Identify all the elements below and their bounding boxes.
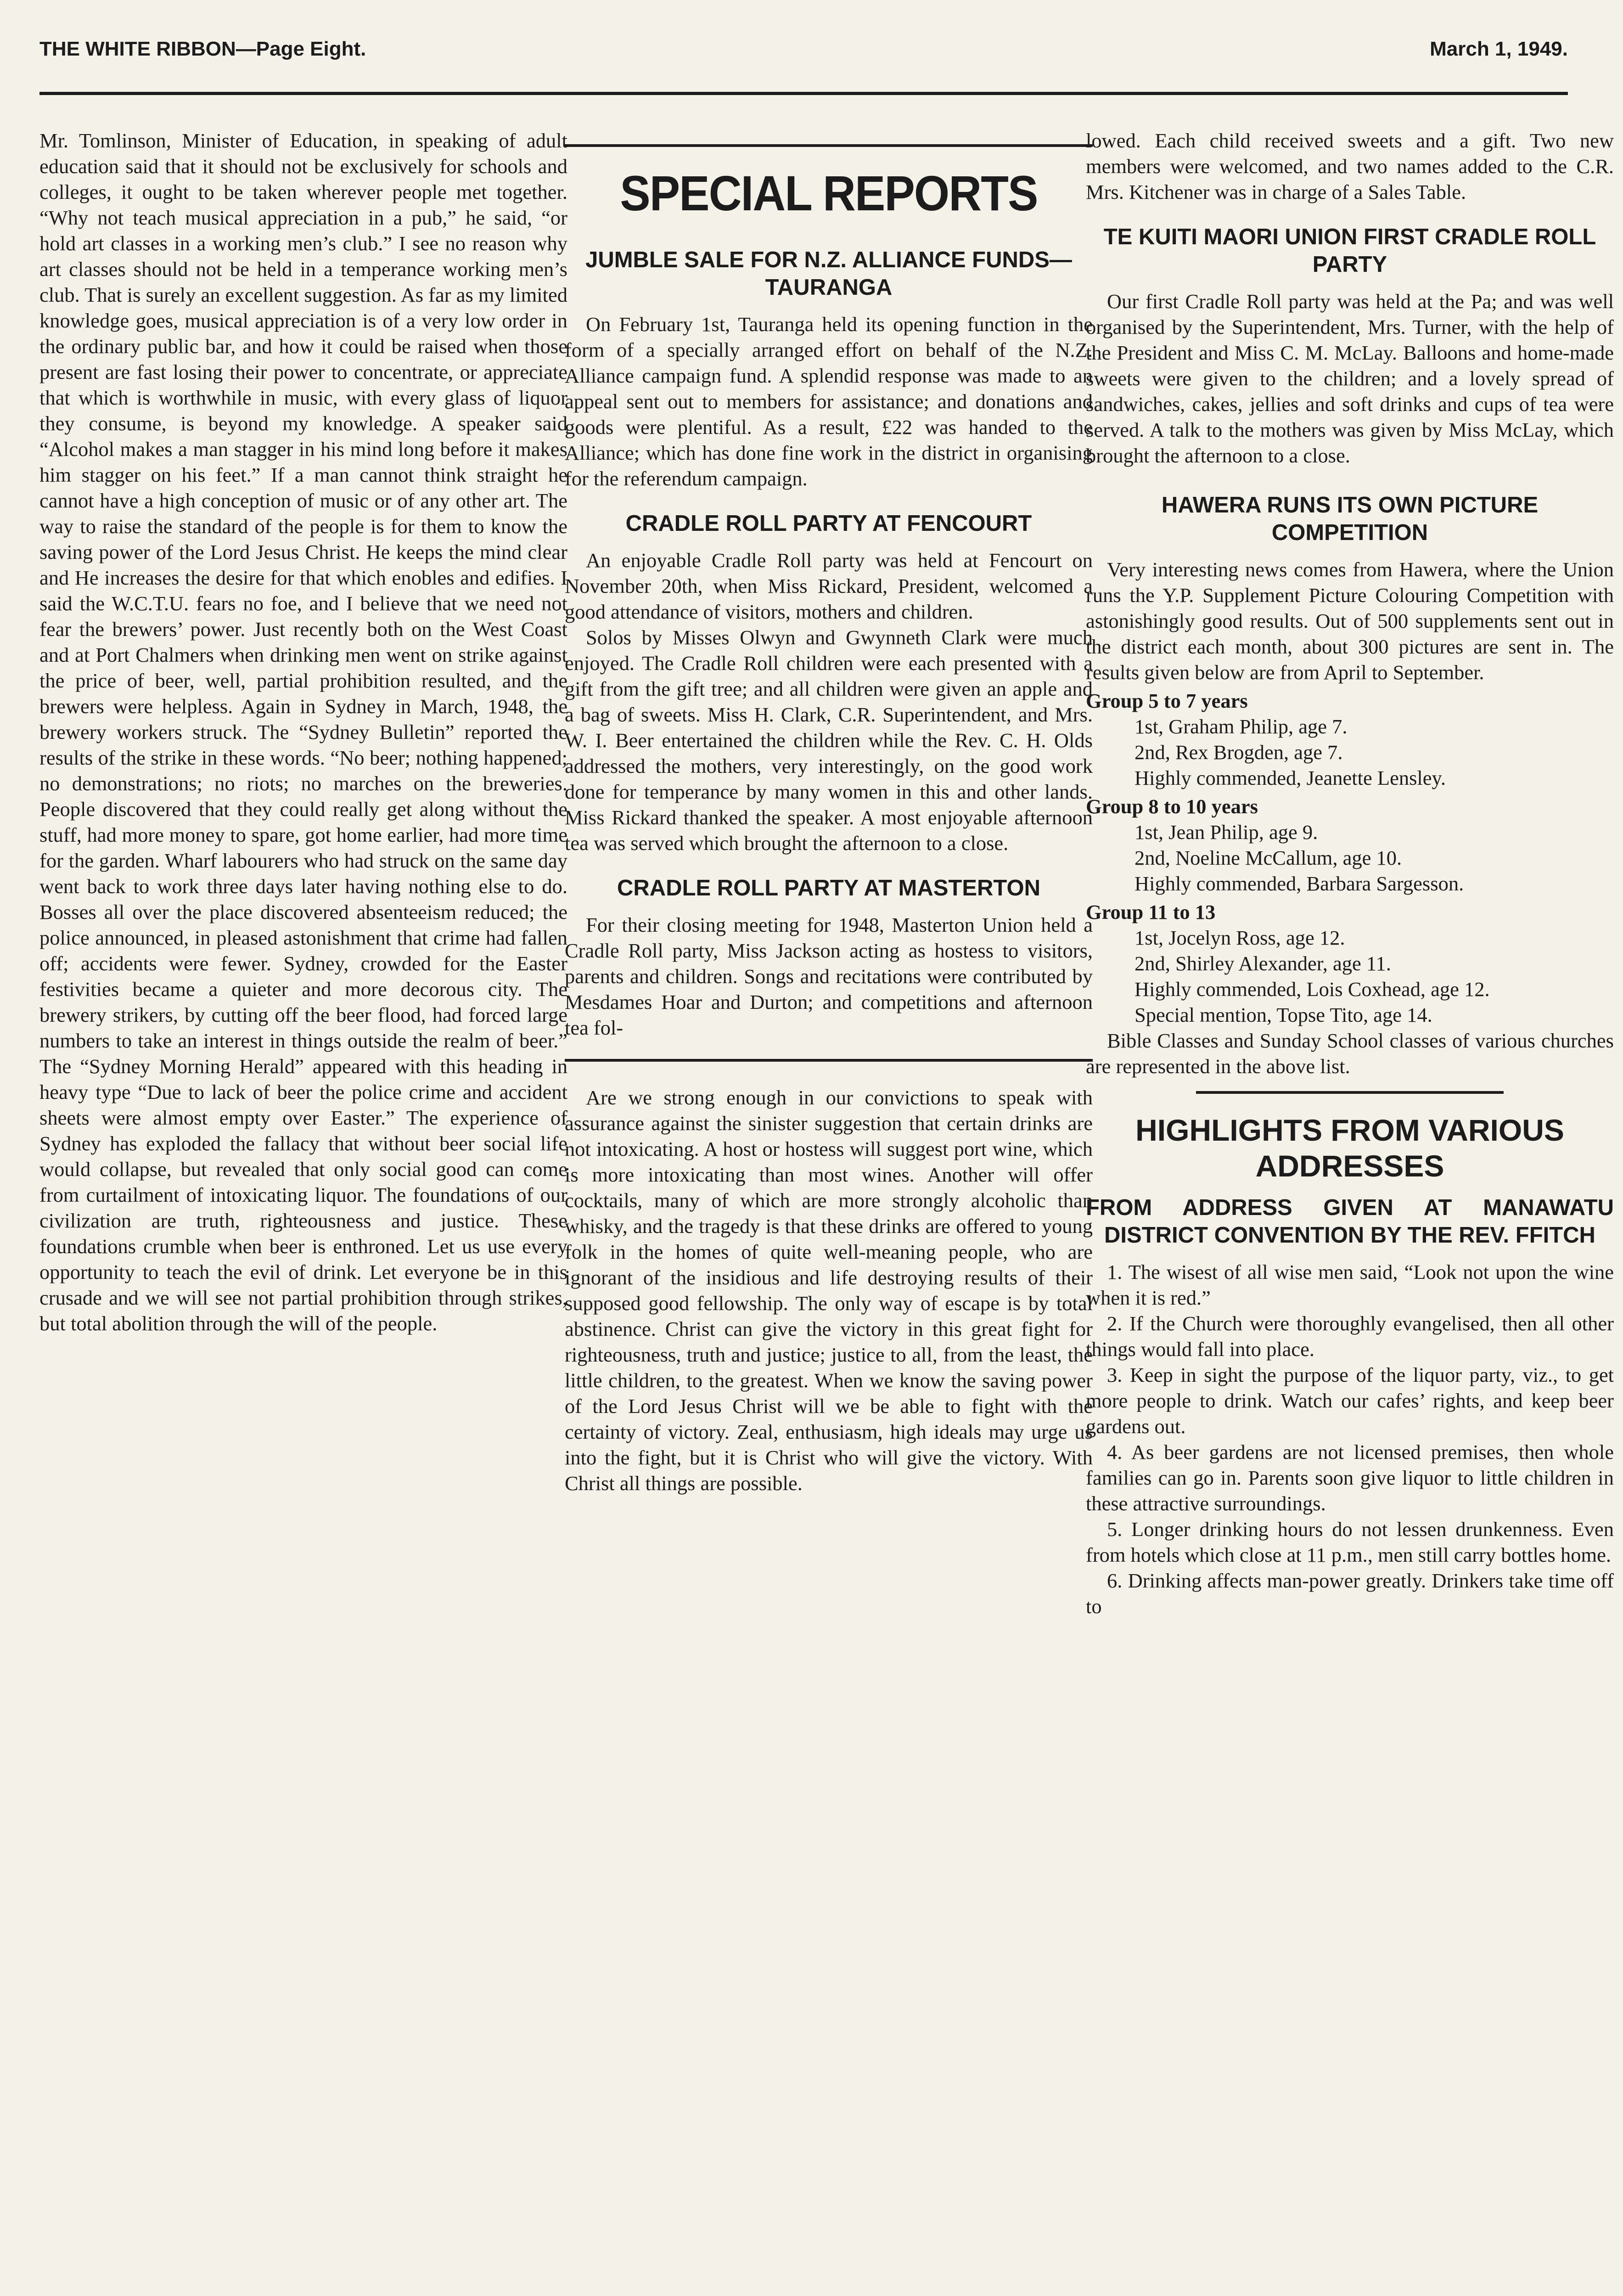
fencourt-heading: CRADLE ROLL PARTY AT FENCOURT: [625, 511, 1032, 536]
result-entry: 1st, Jean Philip, age 9.: [1134, 821, 1318, 844]
header-rule: [39, 92, 1568, 95]
fencourt-paragraph-2: Solos by Misses Olwyn and Gwynneth Clark were much enjoyed. The Cradle Roll children were each presented with a gift from the gift tree; and all children were given an apple and a bag of sweets. Miss H. Clark, C.R. Superintendent, and Mrs. W. I. Beer entertained the children while the Rev. C. H. Olds addressed the mothers, very interestingly, on the good work done for temperance by many women in this and other lands. Miss Rickard thanked the speaker. A most enjoyable afternoon tea was served which brought the afternoon to a close.: [565, 626, 1093, 855]
masterton-continuation: lowed. Each child received sweets and a gift. Two new members were welcomed, and two names added to the C.R. Mrs. Kitchener was in charge of a Sales Table.: [1086, 129, 1614, 203]
section-rule: [565, 1059, 1093, 1062]
group-label: Group 5 to 7 years: [1086, 689, 1248, 712]
hawera-paragraph: Very interesting news comes from Hawera, where the Union runs the Y.P. Supplement Picture Colouring Competition with astonishingly good results. Out of 500 supplements sent out in the district each month, about 300 pictures are sent in. The results given below are from April to September.: [1086, 558, 1614, 684]
result-entry: 2nd, Noeline McCallum, age 10.: [1134, 846, 1402, 869]
te-kuiti-heading: TE KUITI MAORI UNION FIRST CRADLE ROLL PARTY: [1103, 225, 1596, 277]
column-3: [1086, 128, 1614, 2296]
section-rule: [1196, 1091, 1504, 1094]
masterton-heading: CRADLE ROLL PARTY AT MASTERTON: [617, 876, 1040, 900]
highlights-subheading: FROM ADDRESS GIVEN AT MANAWATU DISTRICT CONVENTION BY THE REV. FFITCH: [1086, 1195, 1614, 1248]
special-reports-banner: SPECIAL REPORTS: [620, 165, 1038, 221]
result-entry: Highly commended, Lois Coxhead, age 12.: [1134, 978, 1490, 1001]
highlights-heading: HIGHLIGHTS FROM VARIOUS ADDRESSES: [1135, 1113, 1564, 1183]
masterton-paragraph: For their closing meeting for 1948, Masterton Union held a Cradle Roll party, Miss Jackson acting as hostess to visitors, parents and children. Songs and recitations were contributed by Mesdames Hoar and Durton; and competitions and afternoon tea fol-: [565, 913, 1093, 1039]
result-entry: Highly commended, Barbara Sargesson.: [1134, 872, 1464, 895]
result-entry: Highly commended, Jeanette Lensley.: [1134, 766, 1446, 789]
issue-date: March 1, 1949.: [1430, 38, 1568, 60]
highlight-point: 1. The wisest of all wise men said, “Look not upon the wine when it is red.”: [1086, 1261, 1614, 1309]
highlight-point: 5. Longer drinking hours do not lessen drunkenness. Even from hotels which close at 11 p.m., men still carry bottles home.: [1086, 1518, 1614, 1566]
te-kuiti-paragraph: Our first Cradle Roll party was held at the Pa; and was well organised by the Superintendent, Mrs. Turner, with the help of the President and Miss C. M. McLay. Balloons and home-made sweets were given to the children; and a lovely spread of sandwiches, cakes, jellies and soft drinks and cups of tea were served. A talk to the mothers was given by Miss McLay, which brought the afternoon to a close.: [1086, 290, 1614, 467]
group-label: Group 11 to 13: [1086, 900, 1216, 923]
essay-paragraph: Are we strong enough in our convictions to speak with assurance against the sinister suggestion that certain drinks are not intoxicating. A host or hostess will suggest port wine, which is more intoxicating than most wines. Another will offer cocktails, many of which are more strongly alcoholic than whisky, and the tragedy is that these drinks are offered to young folk in the homes of quite well-meaning people, who are ignorant of the insidious and life destroying results of their supposed good fellowship. The only way of escape is by total abstinence. Christ can give the victory in this great fight for righteousness, truth and justice; justice to all, from the least, the little children, to the greatest. When we know the saving power of the Lord Jesus Christ will we be able to fight with the certainty of victory. Zeal, enthusiasm, high ideals may urge us into the fight, but it is Christ who will give the victory. With Christ all things are possible.: [565, 1086, 1093, 1495]
group-label: Group 8 to 10 years: [1086, 795, 1258, 818]
result-entry: 2nd, Shirley Alexander, age 11.: [1134, 952, 1391, 975]
running-head: [39, 38, 1568, 74]
result-entry: 2nd, Rex Brogden, age 7.: [1134, 741, 1343, 764]
fencourt-paragraph-1: An enjoyable Cradle Roll party was held at Fencourt on November 20th, when Miss Rickard, President, welcomed a good attendance of visitors, mothers and children.: [565, 549, 1093, 623]
top-rule: [565, 144, 1093, 147]
result-entry: 1st, Graham Philip, age 7.: [1134, 715, 1348, 738]
highlight-point: 4. As beer gardens are not licensed premises, then whole families can go in. Parents soon give liquor to little children in these attractive surroundings.: [1086, 1441, 1614, 1515]
hawera-heading: HAWERA RUNS ITS OWN PICTURE COMPETITION: [1161, 493, 1539, 545]
highlight-point: 3. Keep in sight the purpose of the liquor party, viz., to get more people to drink. Watch our cafes’ rights, and keep beer gardens out.: [1086, 1363, 1614, 1438]
column-1: [39, 128, 567, 2296]
result-entry: Special mention, Topse Tito, age 14.: [1134, 1003, 1432, 1026]
hawera-closing: Bible Classes and Sunday School classes of various churches are represented in the above list.: [1086, 1029, 1614, 1078]
editorial-paragraph: Mr. Tomlinson, Minister of Education, in speaking of adult education said that it should not be exclusively for schools and colleges, it ought to be taken wherever people met together. “Why not teach musical appreciation in a pub,” he said, “or hold art classes in a working men’s club.” I see no reason why art classes should not be held in a temperance working men’s club. That is surely an excellent suggestion. As far as my limited knowledge goes, musical appreciation is of a very low order in the ordinary public bar, and how it could be raised when those present are fast losing their power to concentrate, or appreciate that which is worthwhile in music, with every glass of liquor they consume, is beyond my knowledge. A speaker said “Alcohol makes a man stagger in his mind long before it makes him stagger on his feet.” If a man cannot think straight he cannot have a high conception of music or of any other art. The way to raise the standard of the people is for them to know the saving power of the Lord Jesus Christ. He keeps the mind clear and He increases the desire for that which enobles and edifies. I said the W.C.T.U. fears no foe, and I believe that we need not fear the brewers’ power. Just recently both on the West Coast and at Port Chalmers when drinking men went on strike against the price of beer, well, partial prohibition resulted, and the brewers were helpless. Again in Sydney in March, 1948, the brewery workers struck. The “Sydney Bulletin” reported the results of the strike in these words. “No beer; nothing happened; no demonstrations; no riots; no marches on the breweries. People discovered that they could really get along without the stuff, had more money to spare, got home earlier, had more time for the garden. Wharf labourers who had struck on the same day went back to work three days later having nothing else to do. Bosses all over the place discovered absenteeism reduced; the police announced, in pleased astonishment that crime had fallen off; accidents were fewer. Sydney, crowded for the Easter festivities became a quieter and more decorous city. The brewery strikers, by cutting off the beer flood, had forced large numbers to take an interest in things outside the realm of beer.” The “Sydney Morning Herald” appeared with this heading in heavy type “Due to lack of beer the police crime and accident sheets were almost empty over Easter.” The experience of Sydney has exploded the fallacy that without beer social life would collapse, but revealed that only social good can come from curtailment of intoxicating liquor. The foundations of our civilization are truth, righteousness and justice. These foundations crumble when beer is enthroned. Let us use every opportunity to teach the evil of drink. Let everyone be in this crusade and we will see not partial prohibition through strikes, but total abolition through the will of the people.: [39, 129, 567, 1335]
publication-title: THE WHITE RIBBON—Page Eight.: [39, 38, 366, 60]
column-2: [565, 128, 1093, 2296]
result-entry: 1st, Jocelyn Ross, age 12.: [1134, 926, 1345, 949]
tauranga-heading: JUMBLE SALE FOR N.Z. ALLIANCE FUNDS—TAURANGA: [585, 248, 1072, 300]
tauranga-paragraph: On February 1st, Tauranga held its opening function in the form of a specially arranged effort on behalf of the N.Z. Alliance campaign fund. A splendid response was made to an appeal sent out to members for assistance; and donations and goods were plentiful. As a result, £22 was handed to the Alliance; which has done fine work in the district in organising for the referendum campaign.: [565, 313, 1093, 490]
highlight-point: 6. Drinking affects man-power greatly. Drinkers take time off to: [1086, 1569, 1614, 1618]
highlight-point: 2. If the Church were thoroughly evangelised, then all other things would fall into place.: [1086, 1312, 1614, 1361]
